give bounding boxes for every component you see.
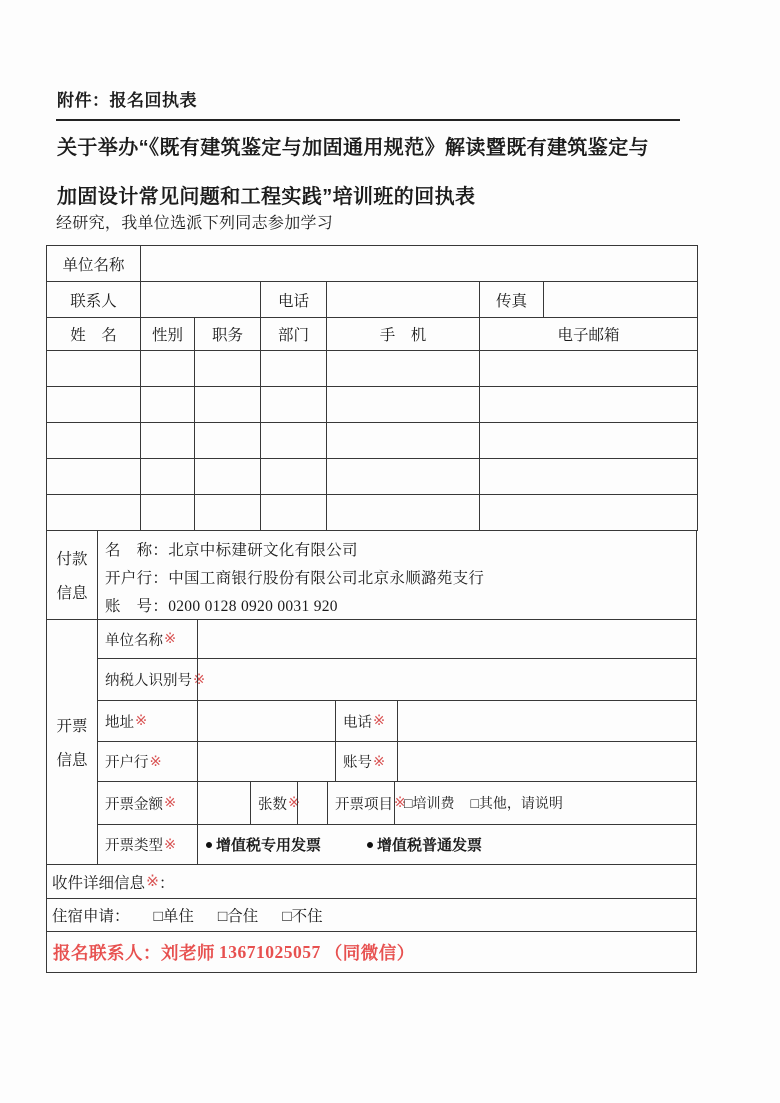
item-option-other-checkbox: □其他，请说明 (470, 795, 563, 811)
roster-empty-cell (141, 495, 195, 531)
invoice-rows (98, 620, 696, 864)
roster-empty-cell (47, 387, 141, 423)
required-marker: ※ (288, 795, 301, 811)
contact-value-cell (141, 282, 261, 318)
payee-account-line: 账 号：0200 0128 0920 0031 920 (105, 598, 338, 615)
payment-details (98, 531, 696, 619)
invoice-address-value-cell (197, 701, 335, 741)
roster-empty-cell (327, 495, 480, 531)
unit-name-value-cell (141, 246, 698, 282)
accommodation-row (47, 898, 696, 931)
fax-value-cell (544, 282, 698, 318)
roster-empty-cell (47, 423, 141, 459)
roster-empty-row (47, 495, 698, 531)
roster-empty-cell (261, 351, 327, 387)
unit-name-row (47, 246, 698, 282)
roster-empty-cell (195, 495, 261, 531)
roster-empty-row (47, 423, 698, 459)
roster-empty-cell (261, 423, 327, 459)
required-marker: ※ (394, 795, 407, 811)
required-marker: ※ (164, 631, 177, 647)
recipient-colon: ： (159, 874, 175, 892)
required-marker: ※ (193, 671, 206, 688)
type-option-general-invoice: 增值税普通发票 (367, 834, 482, 855)
payee-bank-line: 开户行：中国工商银行股份有限公司北京永顺潞苑支行 (105, 570, 485, 587)
invoice-phone-label: 电话 ※ (335, 701, 397, 741)
registration-contact-name: 报名联系人：刘老师 (53, 942, 215, 963)
invoice-unit-name-label: 单位名称 ※ (105, 631, 177, 649)
invoice-type-row (98, 824, 696, 864)
radio-ring-icon (367, 842, 373, 848)
invoice-amount-row (98, 781, 696, 824)
roster-empty-cell (480, 387, 698, 423)
roster-empty-cell (195, 387, 261, 423)
invoice-type-label: 开票类型 ※ (105, 836, 177, 854)
payment-section (47, 531, 696, 619)
required-marker: ※ (373, 753, 386, 770)
fax-label: 传真 (480, 282, 544, 318)
invoice-item-label: 开票项目 ※ (327, 782, 394, 824)
document-heading (57, 124, 717, 222)
roster-empty-cell (141, 351, 195, 387)
roster-empty-cell (327, 351, 480, 387)
invoice-address-label: 地址 ※ (105, 713, 148, 731)
col-header-gender: 性别 (141, 318, 195, 351)
roster-empty-row (47, 351, 698, 387)
unit-name-label: 单位名称 (47, 246, 141, 282)
roster-empty-cell (327, 423, 480, 459)
invoice-label-line2: 信息 (56, 752, 88, 769)
radio-ring-icon (206, 842, 212, 848)
roster-empty-cell (327, 387, 480, 423)
required-marker: ※ (146, 873, 160, 890)
roster-empty-cell (261, 387, 327, 423)
roster-empty-cell (195, 459, 261, 495)
invoice-account-label: 账号 ※ (335, 742, 397, 781)
roster-header-row (47, 318, 698, 351)
invoice-type-options (197, 825, 696, 864)
registration-contact-wechat-note: （同微信） (324, 942, 415, 963)
invoice-label-line1: 开票 (56, 718, 88, 735)
required-marker: ※ (164, 795, 177, 811)
col-header-name: 姓 名 (47, 318, 141, 351)
roster-empty-row (47, 387, 698, 423)
invoice-bank-row (98, 741, 696, 781)
roster-empty-cell (261, 459, 327, 495)
roster-empty-cell (47, 351, 141, 387)
invoice-tax-id-row (98, 658, 696, 700)
roster-empty-cell (47, 459, 141, 495)
col-header-department: 部门 (261, 318, 327, 351)
invoice-phone-value-cell (397, 701, 696, 741)
accommodation-option-none-checkbox: □不住 (282, 908, 323, 925)
col-header-position: 职务 (195, 318, 261, 351)
required-marker: ※ (149, 753, 162, 770)
invoice-amount-label: 开票金额 ※ (105, 795, 177, 813)
invoice-bank-value-cell (197, 742, 335, 781)
phone-value-cell (327, 282, 480, 318)
payment-label-line2: 信息 (56, 585, 88, 602)
roster-empty-cell (195, 351, 261, 387)
recipient-info-row (47, 864, 696, 898)
required-marker: ※ (135, 713, 148, 729)
phone-label: 电话 (261, 282, 327, 318)
invoice-section (47, 619, 696, 864)
roster-empty-cell (480, 459, 698, 495)
invoice-sheet-count-label: 张数 ※ (250, 782, 297, 824)
invoice-amount-value-cell (197, 782, 250, 824)
roster-empty-cell (261, 495, 327, 531)
invoice-tax-id-label: 纳税人识别号 ※ (105, 671, 206, 689)
invoice-item-options (394, 782, 696, 824)
roster-empty-cell (480, 351, 698, 387)
roster-empty-cell (480, 495, 698, 531)
item-option-training-fee-checkbox: □培训费 (404, 795, 455, 811)
invoice-unit-name-row (98, 620, 696, 658)
col-header-email: 电子邮箱 (480, 318, 698, 351)
required-marker: ※ (373, 713, 386, 729)
invoice-bank-label: 开户行 ※ (105, 753, 162, 771)
intro-line: 经研究，我单位选派下列同志参加学习 (56, 215, 334, 232)
roster-empty-cell (195, 423, 261, 459)
invoice-tax-id-value-cell (197, 659, 696, 700)
info-table (46, 530, 697, 973)
accommodation-option-shared-checkbox: □合住 (217, 908, 259, 925)
invoice-section-label (47, 620, 98, 864)
roster-empty-row (47, 459, 698, 495)
invoice-unit-name-value-cell (197, 620, 696, 658)
invoice-address-row (98, 700, 696, 741)
roster-empty-cell (141, 423, 195, 459)
roster-table (46, 245, 698, 531)
payee-name-line: 名 称：北京中标建研文化有限公司 (105, 542, 358, 559)
attachment-title: 附件：报名回执表 (57, 91, 197, 110)
roster-empty-cell (480, 423, 698, 459)
roster-empty-cell (141, 459, 195, 495)
contact-row (47, 282, 698, 318)
roster-empty-cell (47, 495, 141, 531)
accommodation-option-single-checkbox: □单住 (153, 908, 194, 925)
title-underline (56, 119, 680, 121)
heading-line-1: 关于举办“《既有建筑鉴定与加固通用规范》解读暨既有建筑鉴定与 (57, 137, 649, 159)
invoice-account-value-cell (397, 742, 696, 781)
recipient-info-label: 收件详细信息 (52, 874, 146, 892)
heading-line-2: 加固设计常见问题和工程实践”培训班的回执表 (57, 186, 476, 208)
registration-contact-row (47, 931, 696, 972)
accommodation-label: 住宿申请： (52, 908, 130, 925)
payment-section-label (47, 531, 98, 619)
type-option-special-invoice: 增值税专用发票 (206, 834, 321, 855)
required-marker: ※ (164, 836, 177, 853)
payment-label-line1: 付款 (56, 551, 88, 568)
contact-label: 联系人 (47, 282, 141, 318)
roster-empty-cell (327, 459, 480, 495)
invoice-sheet-count-value-cell (297, 782, 327, 824)
roster-empty-cell (141, 387, 195, 423)
col-header-mobile: 手 机 (327, 318, 480, 351)
registration-contact-phone: 13671025057 (219, 941, 321, 962)
